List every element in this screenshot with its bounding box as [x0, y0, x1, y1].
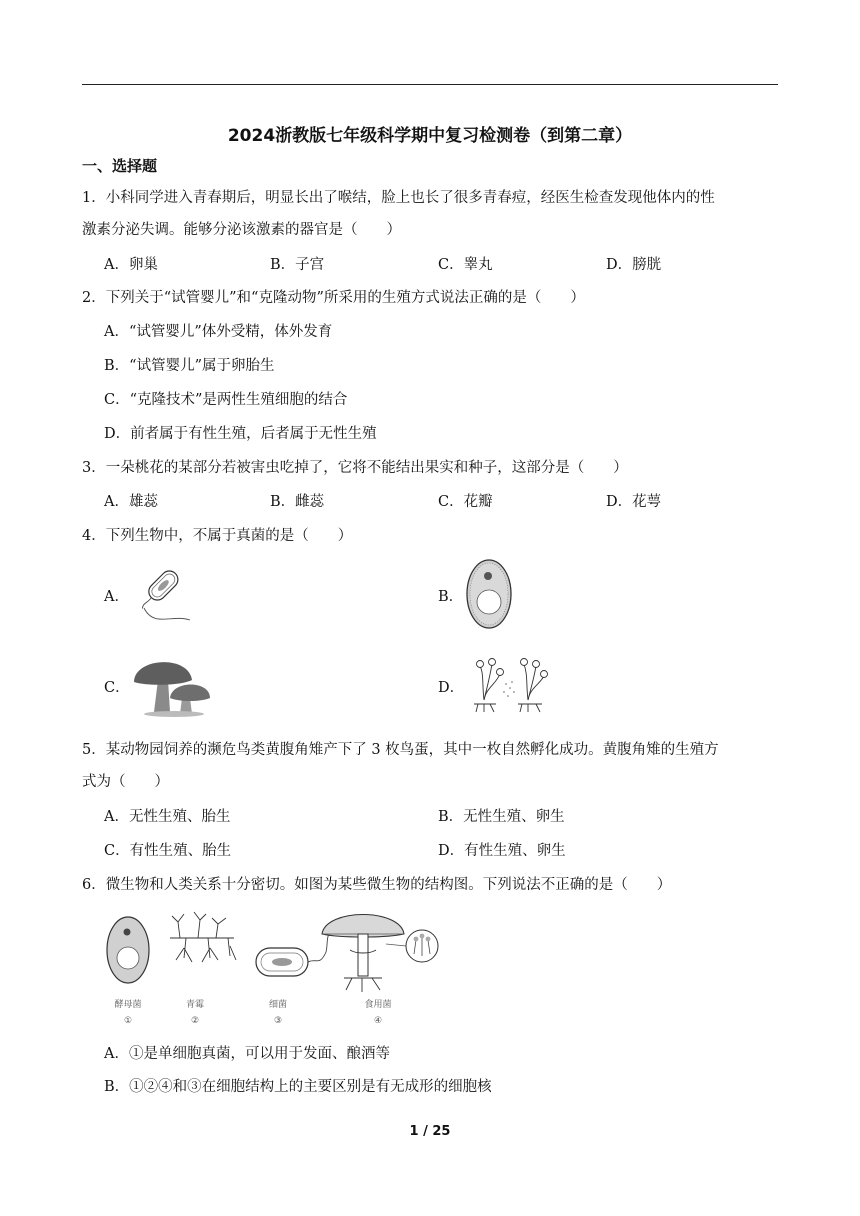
figure-number-4: ④ — [373, 1016, 383, 1026]
figure-caption-edible-fungus: 食用菌 — [364, 1000, 392, 1010]
q3-option-a: A．雄蕊 — [104, 494, 158, 510]
q6-stem: 6．微生物和人类关系十分密切。如图为某些微生物的结构图。下列说法不正确的是（ ） — [82, 877, 672, 893]
yeast-cell-icon — [464, 556, 514, 632]
figure-caption-bacteria: 细菌 — [268, 1000, 288, 1010]
q1-option-b: B．子宫 — [270, 257, 325, 273]
q3-option-b: B．雌蕊 — [270, 494, 325, 510]
edible-fungus-diagram — [322, 915, 438, 993]
figure-number-2: ② — [190, 1016, 200, 1026]
bacteria-diagram — [256, 932, 330, 976]
figure-caption-yeast: 酵母菌 — [114, 1000, 142, 1010]
figure-number-1: ① — [123, 1016, 133, 1026]
q4-option-a: A． — [104, 589, 129, 605]
q5-stem-line1: 5．某动物园饲养的濒危鸟类黄腹角雉产下了 3 枚鸟蛋，其中一枚自然孵化成功。黄腹角雉的生殖方 — [82, 742, 719, 758]
q4-option-d: D． — [438, 680, 465, 696]
q5-option-c: C．有性生殖、胎生 — [104, 843, 232, 859]
q2-option-b: B．“试管婴儿”属于卵胎生 — [104, 358, 275, 374]
q2-option-d: D．前者属于有性生殖，后者属于无性生殖 — [104, 426, 377, 442]
q5-option-b: B．无性生殖、卵生 — [438, 809, 565, 825]
figure-caption-penicillium: 青霉 — [185, 1000, 205, 1010]
q4-option-c: C． — [104, 680, 130, 696]
mold-icon — [470, 654, 554, 714]
q4-option-b: B． — [438, 589, 464, 605]
q2-stem: 2．下列关于“试管婴儿”和“克隆动物”所采用的生殖方式说法正确的是（ ） — [82, 290, 585, 306]
q6-option-a: A．①是单细胞真菌，可以用于发面、酿酒等 — [104, 1046, 390, 1062]
q5-option-d: D．有性生殖、卵生 — [438, 843, 566, 859]
figure-number-3: ③ — [273, 1016, 283, 1026]
q1-stem-line1: 1．小科同学进入青春期后，明显长出了喉结，脸上也长了很多青春痘，经医生检查发现他体内的性 — [82, 190, 715, 206]
bacterium-icon — [132, 558, 194, 628]
yeast-diagram — [107, 917, 149, 983]
q1-option-d: D．膀胱 — [606, 257, 662, 273]
page-title: 2024浙教版七年级科学期中复习检测卷（到第二章） — [227, 126, 633, 146]
q2-option-a: A．“试管婴儿”体外受精，体外发育 — [104, 324, 333, 340]
q3-stem: 3．一朵桃花的某部分若被害虫吃掉了，它将不能结出果实和种子，这部分是（ ） — [82, 460, 628, 476]
q5-option-a: A．无性生殖、胎生 — [104, 809, 231, 825]
header-rule — [82, 84, 778, 85]
penicillium-diagram — [170, 912, 236, 962]
page-number: 1 / 25 — [409, 1124, 451, 1139]
q4-stem: 4．下列生物中，不属于真菌的是（ ） — [82, 528, 353, 544]
mushroom-icon — [130, 650, 212, 718]
q1-option-c: C．睾丸 — [438, 257, 493, 273]
q5-stem-line2: 式为（ ） — [82, 774, 169, 790]
q1-stem-line2: 激素分泌失调。能够分泌该激素的器官是（ ） — [82, 222, 401, 238]
section-heading: 一、选择题 — [82, 157, 158, 175]
q1-option-a: A．卵巢 — [104, 257, 158, 273]
q2-option-c: C．“克隆技术”是两性生殖细胞的结合 — [104, 392, 348, 408]
q3-option-d: D．花萼 — [606, 494, 662, 510]
q3-option-c: C．花瓣 — [438, 494, 493, 510]
q6-option-b: B．①②④和③在细胞结构上的主要区别是有无成形的细胞核 — [104, 1079, 492, 1095]
microorganism-figure — [100, 904, 444, 1030]
